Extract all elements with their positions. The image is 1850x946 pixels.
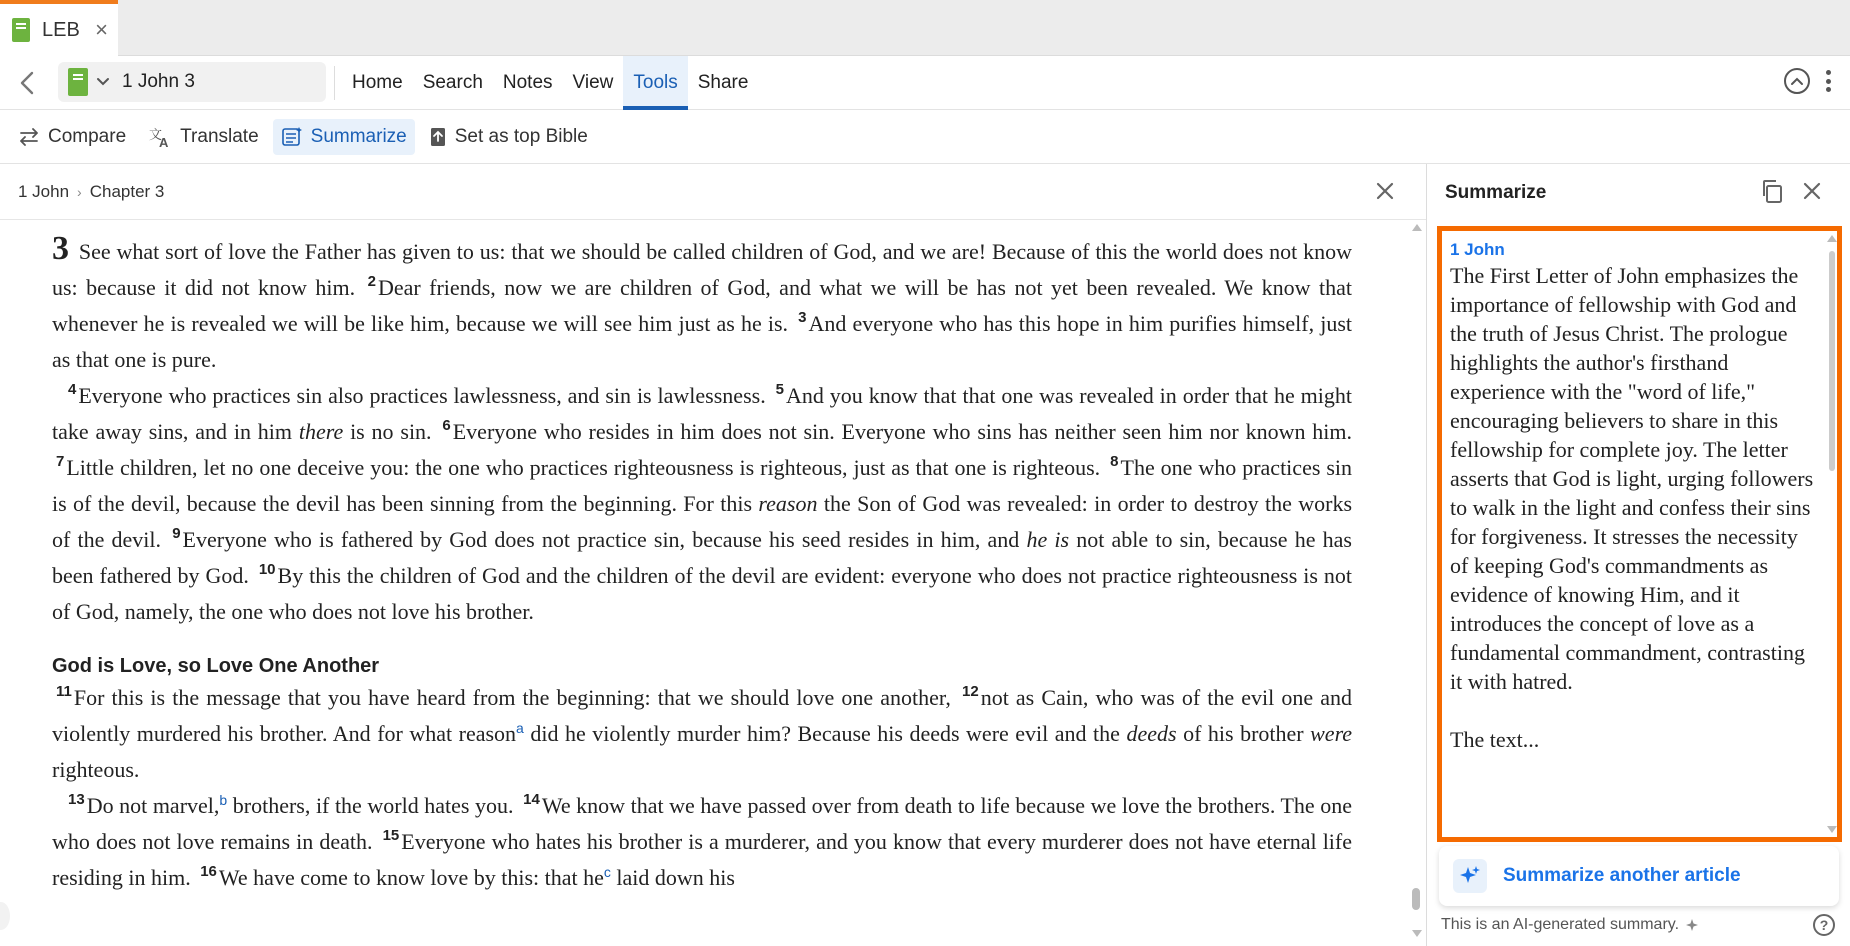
verse-text: Everyone who resides in him does not sin. Everyone who sins has neither seen him nor known him. xyxy=(452,419,1353,444)
footnote-marker[interactable]: a xyxy=(516,720,524,736)
copy-icon[interactable] xyxy=(1759,178,1785,204)
chapter-text xyxy=(52,230,1353,896)
chevron-down-icon[interactable] xyxy=(96,75,110,89)
verse-text: Do not marvel, xyxy=(86,793,220,818)
set-top-bible-label: Set as top Bible xyxy=(454,125,588,147)
verse-italic: he is xyxy=(1026,527,1070,552)
verse-text: brothers, if the world hates you. xyxy=(232,793,514,818)
nav-bar xyxy=(0,56,1850,110)
verse-text: Everyone who hates his brother is a murderer, and you know that every murderer does not have eternal life residing in him. xyxy=(52,829,1353,890)
verse-text: is no sin. xyxy=(350,419,432,444)
summarize-panel xyxy=(1427,164,1850,946)
paragraph xyxy=(52,230,1353,378)
svg-text:A: A xyxy=(159,134,169,148)
footnote-marker[interactable]: b xyxy=(219,792,228,808)
summarize-another-article-button[interactable] xyxy=(1439,846,1839,906)
verse-text: Dear friends, now we are children of God, and what we will be has not yet been revealed. We know that whenever he is revealed we will be like him, because we will see him just as he is. xyxy=(52,275,1352,336)
bible-reader[interactable] xyxy=(0,220,1410,946)
reader-header xyxy=(0,164,1426,220)
verse-text: And you know that that one was revealed in order that he might take away sins, and in him xyxy=(52,383,1352,444)
verse-italic: were xyxy=(1310,721,1353,746)
compare-label: Compare xyxy=(48,125,127,147)
summary-text: The First Letter of John emphasizes the importance of fellowship with God and the truth of Jesus Christ. The prologue highlights the author's firsthand experience with the "word of life," encouraging believers to share in this fellowship for complete joy. The letter asserts that God is light, urging followers to walk in the light and confess their sins for forgiveness. It stresses the necessity of keeping God's commandments as evidence of knowing Him, and it introduces the concept of love as a fundamental commandment, contrasting it with hatred. xyxy=(1450,263,1814,694)
more-options-icon[interactable] xyxy=(1824,68,1832,94)
back-arrow-icon[interactable] xyxy=(16,70,40,96)
reader-scrollbar-thumb[interactable] xyxy=(1412,888,1420,910)
translate-label: Translate xyxy=(180,125,259,147)
verse-text: Everyone who practices sin also practices lawlessness, and sin is lawlessness. xyxy=(78,383,766,408)
set-top-bible-button[interactable] xyxy=(421,119,596,155)
menu-search[interactable]: Search xyxy=(422,72,483,93)
summarize-list-icon xyxy=(281,126,303,148)
verse-text: did he violently murder him? Because his deeds were evil and the xyxy=(530,721,1120,746)
paragraph xyxy=(52,378,1352,630)
summarize-another-label: Summarize another article xyxy=(1503,865,1741,886)
breadcrumb-separator: › xyxy=(77,184,82,200)
verse-text: of his brother xyxy=(1183,721,1304,746)
summary-body xyxy=(1450,239,1820,754)
summary-content[interactable] xyxy=(1437,226,1842,842)
verse-number[interactable]: 11 xyxy=(56,683,72,700)
verse-text: We know that we have passed over from death to life because we love the brothers. The one who does not love remains in death. xyxy=(52,793,1353,854)
verse-text: not as Cain, who was of the evil one and violently murdered his brother. And xyxy=(52,685,1353,746)
book-arrow-up-icon xyxy=(429,126,447,148)
verse-number[interactable]: 15 xyxy=(382,827,400,844)
menu-home[interactable]: Home xyxy=(352,72,403,93)
close-tab-icon[interactable]: × xyxy=(95,17,108,42)
verse-text: Little children, let no one deceive you: the one who practices righteousness is righteous, just as that one is righteous. xyxy=(66,455,1101,480)
breadcrumb xyxy=(18,182,164,202)
tab-label: LEB xyxy=(42,18,80,41)
chapter-number: 3 xyxy=(52,230,69,267)
breadcrumb-chapter[interactable]: Chapter 3 xyxy=(89,182,165,201)
verse-number[interactable]: 5 xyxy=(775,381,784,398)
breadcrumb-book[interactable]: 1 John xyxy=(18,182,70,201)
summary-continued-text: The text... xyxy=(1450,727,1540,752)
ai-disclaimer xyxy=(1441,916,1701,934)
verse-italic: reason xyxy=(758,491,818,516)
sparkle-icon xyxy=(1453,859,1487,893)
summary-scroll-down-arrow[interactable] xyxy=(1827,826,1837,833)
menu-tools[interactable]: Tools xyxy=(623,56,687,110)
verse-text: The one who practices sin is of the devil, because the devil has been sinning from the beginning. For this xyxy=(52,455,1353,516)
verse-text: And everyone who has this hope in him purifies himself, just as that one is pure. xyxy=(52,311,1352,372)
verse-number[interactable]: 9 xyxy=(172,525,181,542)
verse-text: By this the children of God and the children of the devil are evident: everyone who does not practice righteousness is not of God, namely, the one who does not love his brother. xyxy=(52,563,1353,624)
compare-button[interactable] xyxy=(10,119,134,155)
verse-text: the Son of God was revealed: in order to destroy the works of the devil. xyxy=(52,491,1353,552)
reference-text[interactable]: 1 John 3 xyxy=(122,71,195,92)
verse-number[interactable]: 4 xyxy=(68,381,77,398)
reader-scroll-up-arrow[interactable] xyxy=(1412,224,1422,231)
summary-scroll-up-arrow[interactable] xyxy=(1827,235,1837,242)
ai-disclaimer-text: This is an AI-generated summary. xyxy=(1441,916,1680,933)
summarize-button[interactable] xyxy=(273,119,415,155)
tools-bar xyxy=(0,110,1850,164)
summary-book-link[interactable]: 1 John xyxy=(1450,240,1505,259)
compare-arrows-icon xyxy=(18,128,40,146)
verse-text: We have come to know love by this: that xyxy=(218,865,578,890)
verse-text: for what reason xyxy=(377,721,517,746)
menu-view[interactable]: View xyxy=(572,72,614,93)
menu-share[interactable]: Share xyxy=(697,72,749,93)
svg-text:文: 文 xyxy=(149,126,163,142)
nav-right-controls xyxy=(1784,68,1832,94)
verse-number[interactable]: 14 xyxy=(523,791,540,808)
verse-text: righteous. xyxy=(52,757,140,782)
close-reader-icon[interactable] xyxy=(1374,180,1396,202)
verse-number[interactable]: 3 xyxy=(798,309,807,326)
main-menu xyxy=(342,56,758,110)
menu-notes[interactable]: Notes xyxy=(502,72,553,93)
verse-text: See what sort of love the Father has given to us: that we should be called children of God, and we are! Because of this the world does not know us: because it did not know him. xyxy=(52,239,1353,300)
bible-book-icon xyxy=(12,18,30,42)
nav-separator xyxy=(334,66,335,100)
paragraph xyxy=(52,680,1352,788)
help-icon[interactable]: ? xyxy=(1813,914,1835,936)
verse-text: Everyone who is fathered by God does not practice sin, because his seed resides in him, and xyxy=(182,527,1020,552)
footnote-marker[interactable]: c xyxy=(603,864,611,880)
verse-text: he xyxy=(583,865,604,890)
summarize-label: Summarize xyxy=(310,125,407,147)
collapse-up-icon[interactable] xyxy=(1784,68,1810,94)
ai-sparkle-icon xyxy=(1685,917,1701,933)
verse-number[interactable]: 6 xyxy=(442,417,451,434)
verse-text: laid down his xyxy=(616,865,735,890)
verse-number[interactable]: 7 xyxy=(56,453,65,470)
tab-strip xyxy=(0,0,1850,56)
paragraph xyxy=(52,788,1352,896)
section-heading: God is Love, so Love One Another xyxy=(52,655,380,677)
verse-number[interactable]: 10 xyxy=(258,561,276,578)
bible-book-icon xyxy=(68,68,88,96)
verse-text: not able to sin, because he has been fathered by God. xyxy=(52,527,1352,588)
verse-number[interactable]: 16 xyxy=(200,863,217,880)
translate-button[interactable] xyxy=(140,119,267,155)
close-panel-icon[interactable] xyxy=(1801,180,1823,202)
verse-number[interactable]: 12 xyxy=(962,683,979,700)
reference-box[interactable] xyxy=(58,62,326,102)
reader-scroll-down-arrow[interactable] xyxy=(1412,930,1422,937)
verse-number[interactable]: 13 xyxy=(68,791,85,808)
panel-title: Summarize xyxy=(1445,182,1547,203)
tab-leb[interactable] xyxy=(0,0,118,56)
verse-number[interactable]: 2 xyxy=(367,273,376,290)
summary-scrollbar-thumb[interactable] xyxy=(1829,251,1835,471)
verse-number[interactable]: 8 xyxy=(1110,453,1119,470)
verse-text: For this is the message that you have heard from the beginning: that we should love one another, xyxy=(73,685,951,710)
verse-italic: there xyxy=(298,419,344,444)
translate-icon xyxy=(148,126,172,148)
verse-italic: deeds xyxy=(1126,721,1177,746)
